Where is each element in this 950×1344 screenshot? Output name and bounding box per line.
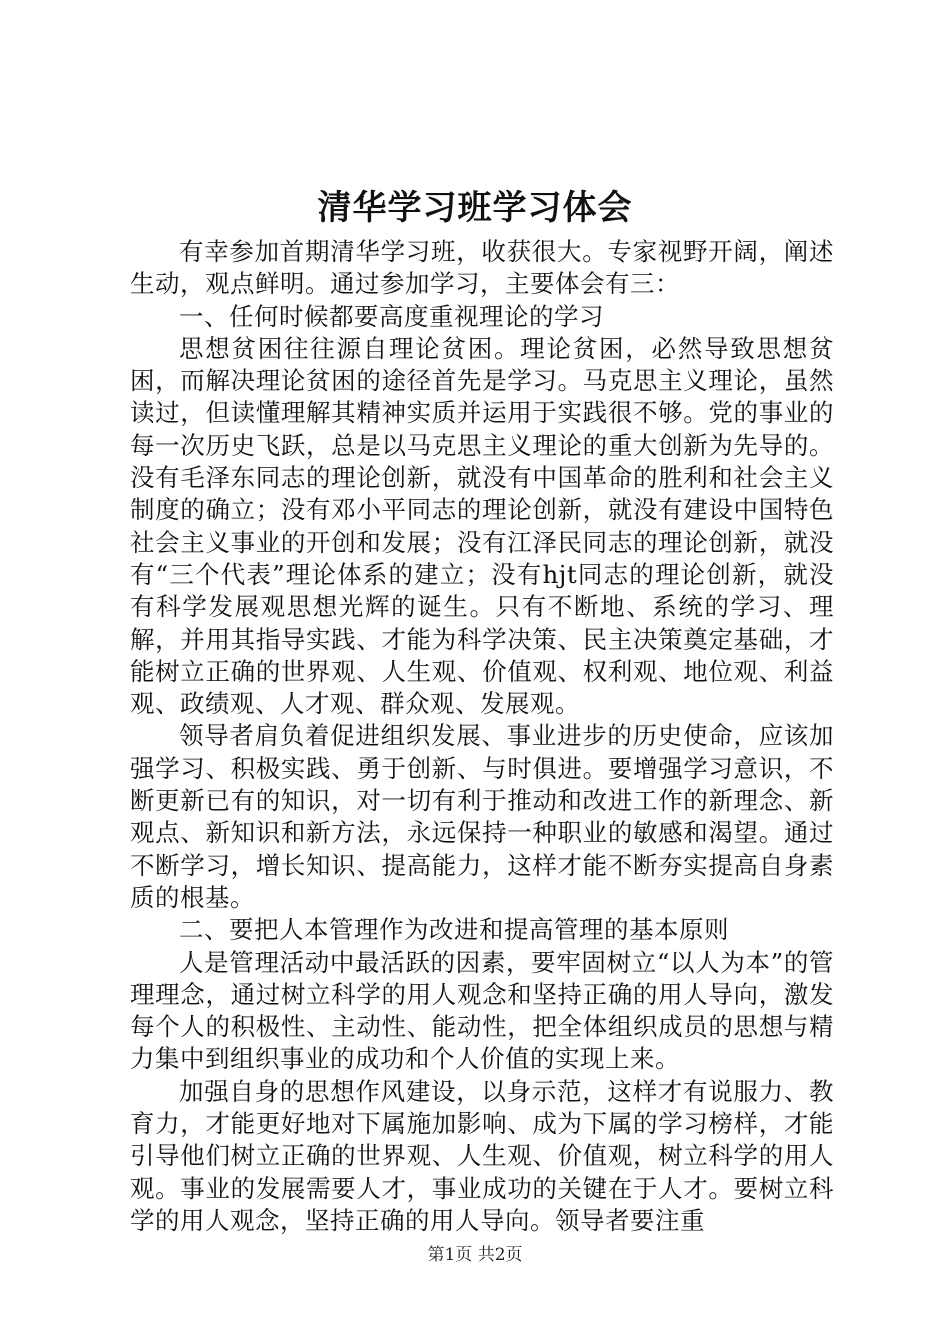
intro-paragraph: 有幸参加首期清华学习班，收获很大。专家视野开阔，阐述生动，观点鲜明。通过参加学习，主要体会有三： [130,237,834,299]
page-footer: 第1页 共2页 [427,1245,523,1265]
section-heading-one: 一、任何时候都要高度重视理论的学习 [179,301,604,331]
document-title: 清华学习班学习体会 [317,188,633,228]
document-body [130,236,834,1237]
body-paragraph: 领导者肩负着促进组织发展、事业进步的历史使命，应该加强学习、积极实践、勇于创新、与时俱进。要增强学习意识，不断更新已有的知识，对一切有利于推动和改进工作的新理念、新观点、新知识和新方法，永远保持一种职业的敏感和渴望。通过不断学习，增长知识、提高能力，这样才能不断夯实提高自身素质的根基。 [130,721,834,912]
body-paragraph: 加强自身的思想作风建设，以身示范，这样才有说服力、教育力，才能更好地对下属施加影响、成为下属的学习榜样，才能引导他们树立正确的世界观、人生观、价值观，树立科学的用人观。事业的发展需要人才，事业成功的关键在于人才。要树立科学的用人观念，坚持正确的用人导向。领导者要注重 [130,1076,834,1235]
body-paragraph: 思想贫困往往源自理论贫困。理论贫困，必然导致思想贫困，而解决理论贫困的途径首先是学习。马克思主义理论，虽然读过，但读懂理解其精神实质并运用于实践很不够。党的事业的每一次历史飞跃，总是以马克思主义理论的重大创新为先导的。没有毛泽东同志的理论创新，就没有中国革命的胜利和社会主义制度的确立；没有邓小平同志的理论创新，就没有建设中国特色社会主义事业的开创和发展；没有江泽民同志的理论创新，就没有“三个代表”理论体系的建立；没有hjt同志的理论创新，就没有科学发展观思想光辉的诞生。只有不断地、系统的学习、理解，并用其指导实践、才能为科学决策、民主决策奠定基础，才能树立正确的世界观、人生观、价值观、权利观、地位观、利益观、政绩观、人才观、群众观、发展观。 [130,333,834,719]
section-heading-two: 二、要把人本管理作为改进和提高管理的基本原则 [179,915,729,945]
body-paragraph: 人是管理活动中最活跃的因素，要牢固树立“以人为本”的管理理念，通过树立科学的用人观念和坚持正确的用人导向，激发每个人的积极性、主动性、能动性，把全体组织成员的思想与精力集中到组织事业的成功和个人价值的实现上来。 [130,947,834,1074]
